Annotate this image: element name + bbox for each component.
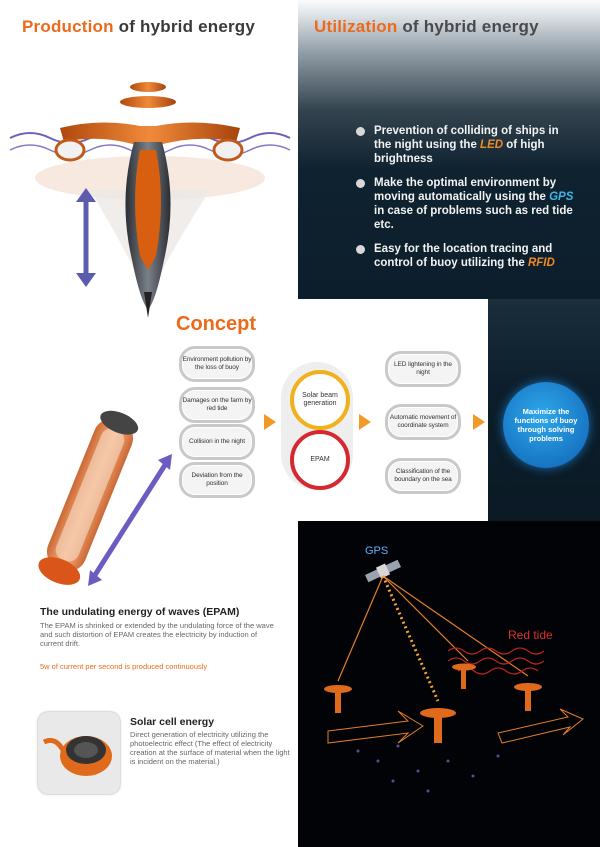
utilization-item-text: in case of problems such as red tide etc. [374, 205, 573, 231]
flow-arrow-icon [359, 414, 371, 430]
buoy-illustration [0, 60, 298, 350]
solar-body: Direct generation of electricity utilizing the photoelectric effect (The effect of electricity creation at the surface of material when the light is incident on the material.) [130, 730, 290, 766]
night-scene-illustration [298, 521, 600, 847]
utilization-item [356, 242, 576, 270]
function-pill: Automatic movement of coordinate system [385, 404, 461, 440]
function-pill: Classification of the boundary on the sea [385, 458, 461, 494]
epam-highlight: 5w of current per second is produced continuously [40, 662, 208, 671]
solar-cell-photo [38, 712, 120, 794]
solar-source-circle: Solar beam generation [290, 370, 350, 430]
utilization-title-accent: Utilization [314, 17, 398, 36]
production-title [22, 17, 255, 37]
bullet-icon [356, 127, 365, 136]
utilization-item-highlight: GPS [549, 191, 574, 203]
utilization-title-rest: of hybrid energy [397, 17, 539, 36]
bullet-icon [356, 179, 365, 188]
problem-pill: Damages on the farm by red tide [179, 387, 255, 423]
epam-body: The EPAM is shrinked or extended by the undulating force of the wave and such distortion of EPAM creates the electricity by induction of current drift. [40, 621, 274, 648]
utilization-item-text: Easy for the location tracing and control of buoy utilizing the [374, 243, 553, 269]
production-title-rest: of hybrid energy [113, 17, 256, 36]
problem-pill: Deviation from the position [179, 462, 255, 498]
flow-arrow-icon [473, 414, 485, 430]
utilization-item-highlight: RFID [527, 257, 555, 269]
solar-cell-icon [38, 712, 120, 794]
concept-title: Concept [176, 313, 256, 335]
red-tide-label: Red tide [508, 628, 553, 642]
utilization-item [356, 176, 576, 232]
utilization-list [356, 124, 576, 280]
goal-circle: Maximize the functions of buoy through solving problems [503, 382, 589, 468]
utilization-item-text: of high brightness [374, 139, 545, 165]
epam-heading: The undulating energy of waves (EPAM) [40, 606, 240, 618]
problem-pill: Environment pollution by the loss of buoy [179, 346, 255, 382]
epam-tube-illustration [10, 410, 200, 600]
utilization-item-text: Make the optimal environment by moving automatically using the [374, 177, 557, 203]
gps-label: GPS [365, 545, 389, 557]
utilization-item-text: Prevention of colliding of ships in the night using the [374, 125, 559, 151]
epam-source-circle: EPAM [290, 430, 350, 490]
problem-pill: Collision in the night [179, 424, 255, 460]
utilization-item [356, 124, 576, 166]
utilization-title [314, 17, 539, 37]
bullet-icon [356, 245, 365, 254]
production-title-accent: Production [22, 17, 114, 36]
utilization-item-highlight: LED [480, 139, 504, 151]
solar-heading: Solar cell energy [130, 716, 215, 728]
function-pill: LED lightening in the night [385, 351, 461, 387]
flow-arrow-icon [264, 414, 276, 430]
